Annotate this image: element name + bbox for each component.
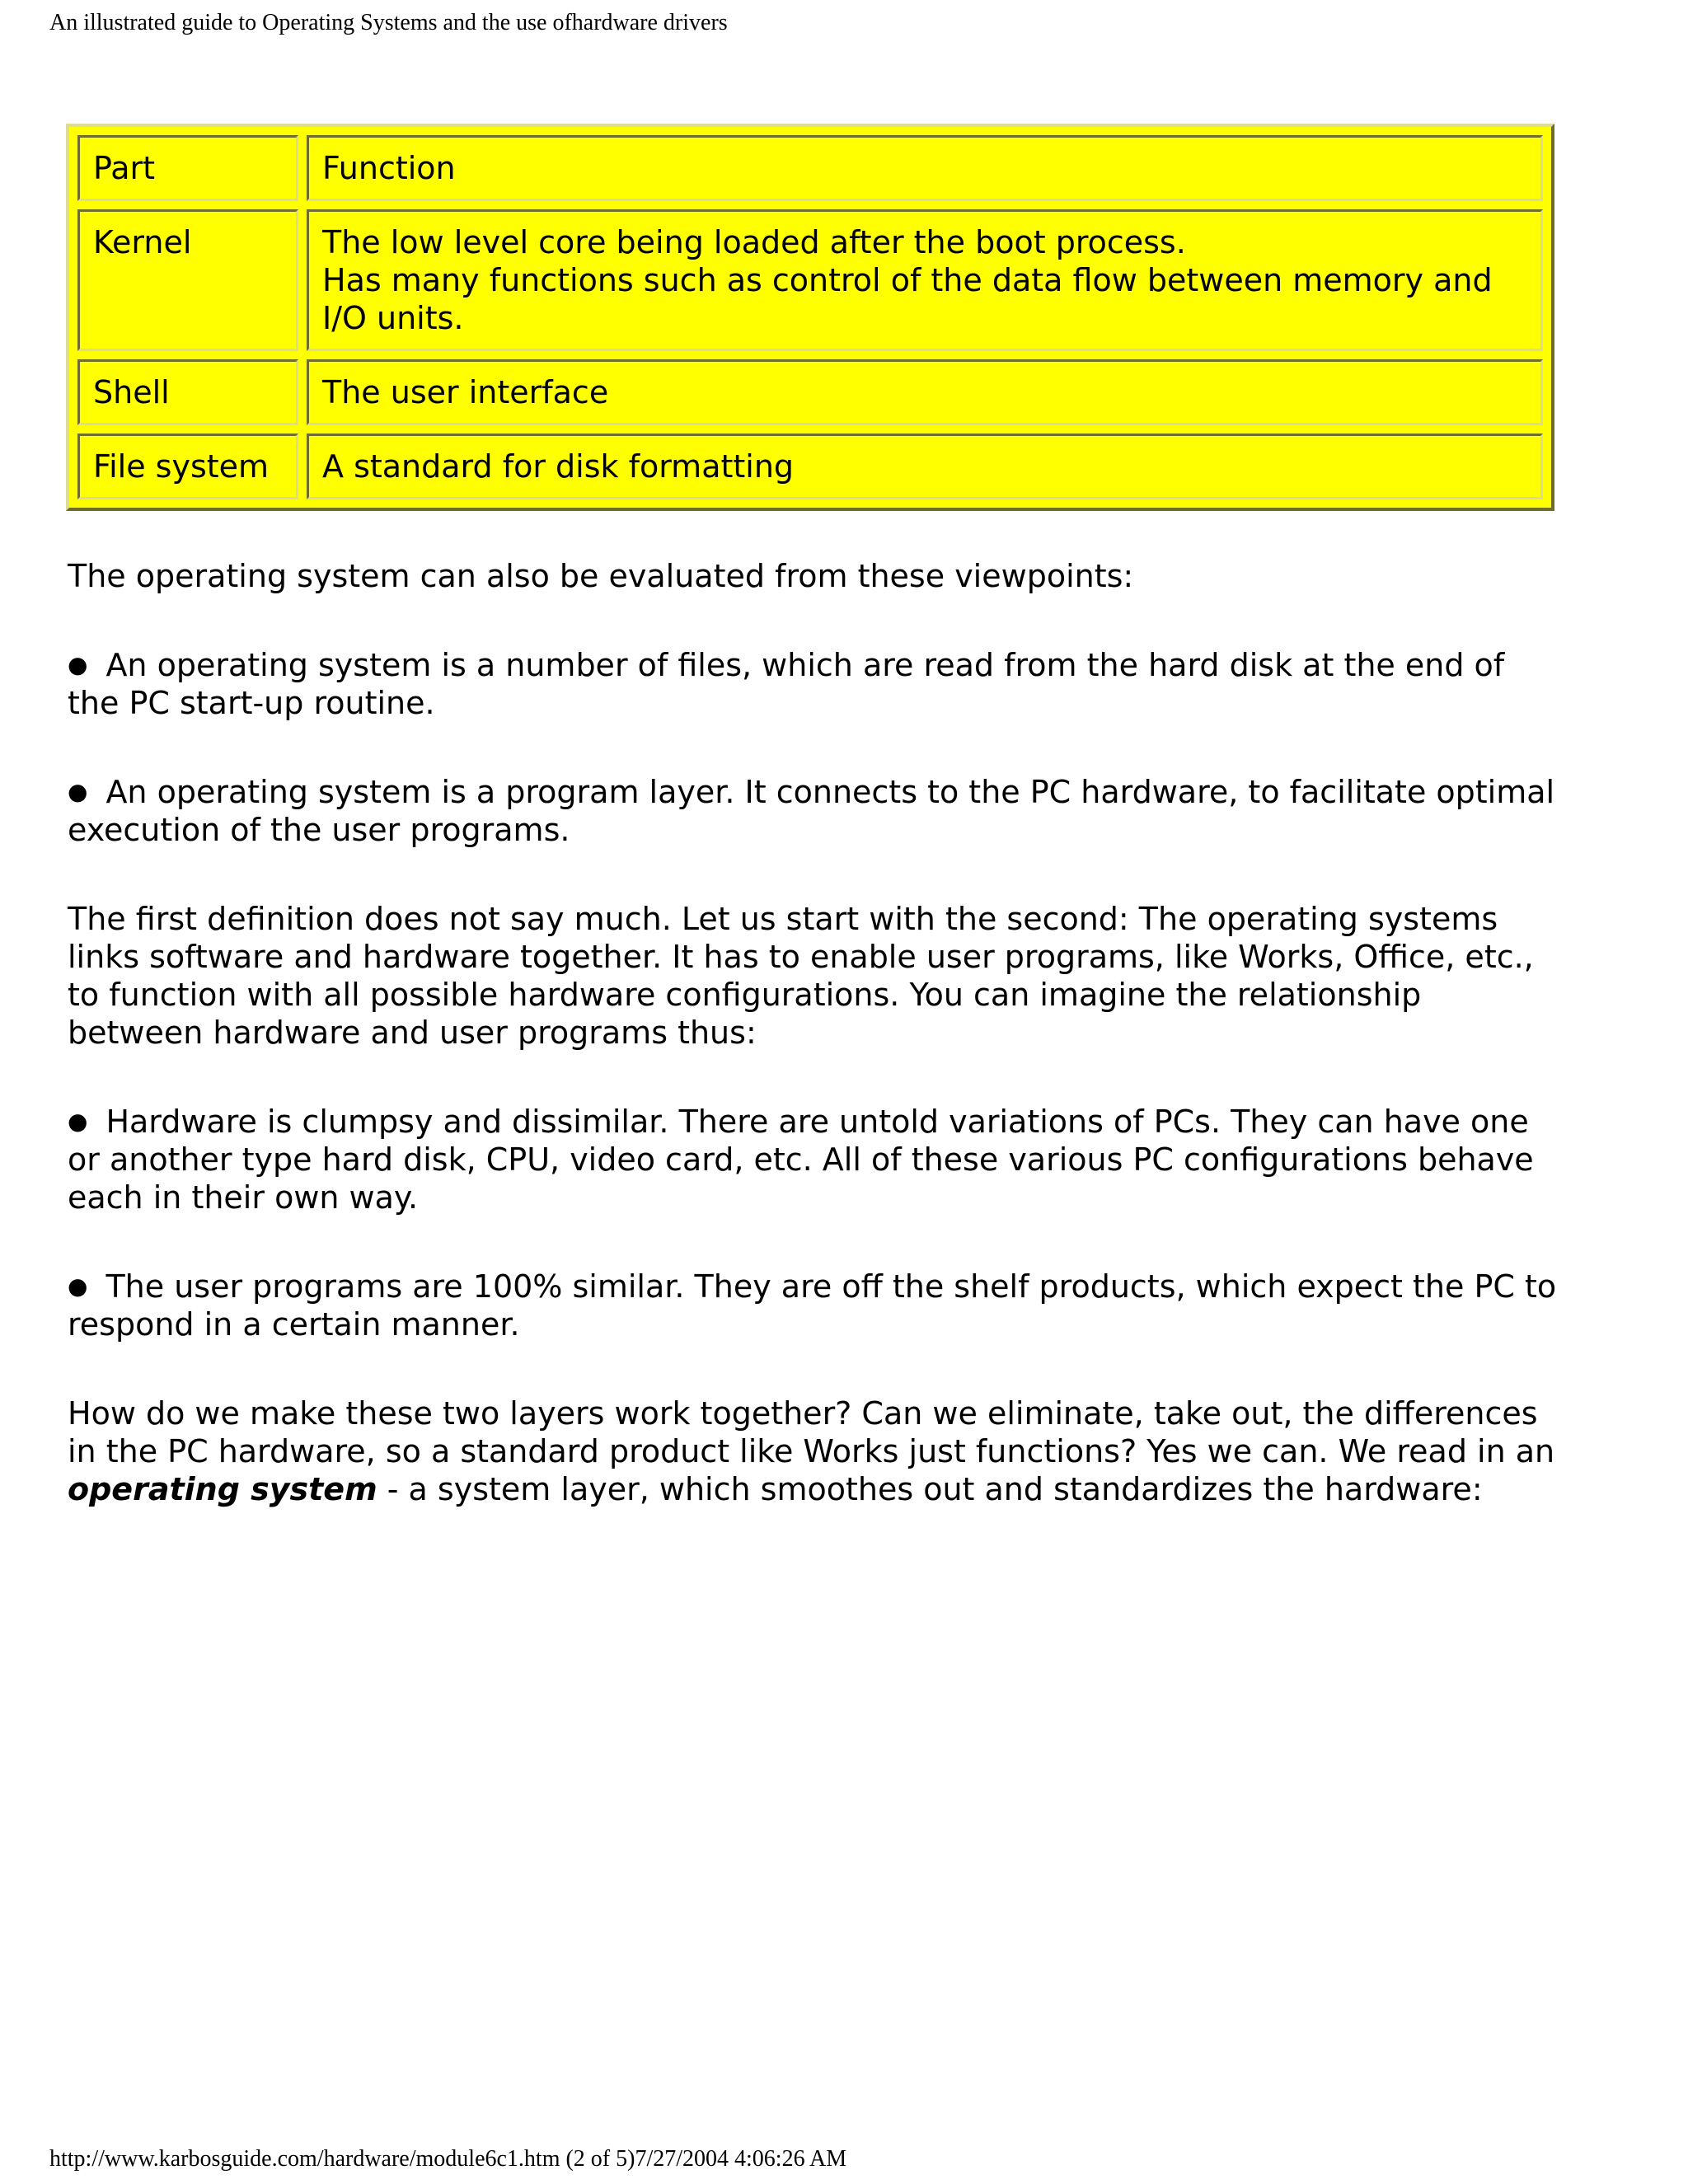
page-header-title: An illustrated guide to Operating Systems and the use ofhardware drivers	[49, 10, 728, 35]
list-item	[68, 1268, 1559, 1343]
list-item-text: An operating system is a number of files, which are read from the hard disk at the end of the PC start-up routine.	[68, 647, 1505, 721]
table-header-function: Function	[307, 135, 1543, 201]
list-item	[68, 1103, 1559, 1216]
bullet-dot-icon: ●	[68, 778, 88, 805]
bullet-dot-icon: ●	[68, 651, 88, 678]
list-item	[68, 773, 1559, 849]
table-cell-part: File system	[77, 434, 298, 499]
list-item-text: Hardware is clumpsy and dissimilar. There are untold variations of PCs. They can have one or another type hard disk, CPU, video card, etc. All of these various PC configurations behave each in their own way.	[68, 1104, 1534, 1216]
list-item	[68, 646, 1559, 722]
bullet-dot-icon: ●	[68, 1108, 88, 1135]
list-item-text: The user programs are 100% similar. They are off the shelf products, which expect the PC to respond in a certain manner.	[68, 1268, 1557, 1343]
table-cell-part: Shell	[77, 359, 298, 425]
table-header-row	[77, 135, 1543, 201]
table-row	[77, 434, 1543, 499]
page-footer-url: http://www.karbosguide.com/hardware/module6c1.htm (2 of 5)7/27/2004 4:06:26 AM	[49, 2146, 847, 2172]
table-row	[77, 359, 1543, 425]
closing-text-after: - a system layer, which smoothes out and standardizes the hardware:	[377, 1471, 1483, 1507]
function-line: The low level core being loaded after the boot process.	[322, 224, 1186, 260]
table-cell-part: Kernel	[77, 209, 298, 351]
list-item-text: An operating system is a program layer. It connects to the PC hardware, to facilitate optimal execution of the user programs.	[68, 774, 1555, 848]
definition-paragraph: The first definition does not say much. Let us start with the second: The operating systems links software and hardware together. It has to enable user programs, like Works, Office, etc., to function with all possible hardware configurations. You can imagine the relationship between hardware and user programs thus:	[68, 901, 1534, 1051]
viewpoints-intro: The operating system can also be evaluated from these viewpoints:	[68, 558, 1134, 594]
table-cell-function: The user interface	[307, 359, 1543, 425]
closing-text-before: How do we make these two layers work together? Can we eliminate, take out, the differences in the PC hardware, so a standard product like Works just functions? Yes we can. We read in an	[68, 1395, 1555, 1469]
function-line: Has many functions such as control of the data flow between memory and I/O units.	[322, 262, 1493, 336]
table-cell-function: A standard for disk formatting	[307, 434, 1543, 499]
table-header-part: Part	[77, 135, 298, 201]
closing-paragraph	[68, 1394, 1559, 1508]
bullet-dot-icon: ●	[68, 1272, 88, 1300]
table-cell-function	[307, 209, 1543, 351]
operating-system-emphasis: operating system	[68, 1471, 377, 1507]
table-row	[77, 209, 1543, 351]
main-content	[68, 124, 1559, 1508]
os-parts-table	[66, 124, 1554, 511]
